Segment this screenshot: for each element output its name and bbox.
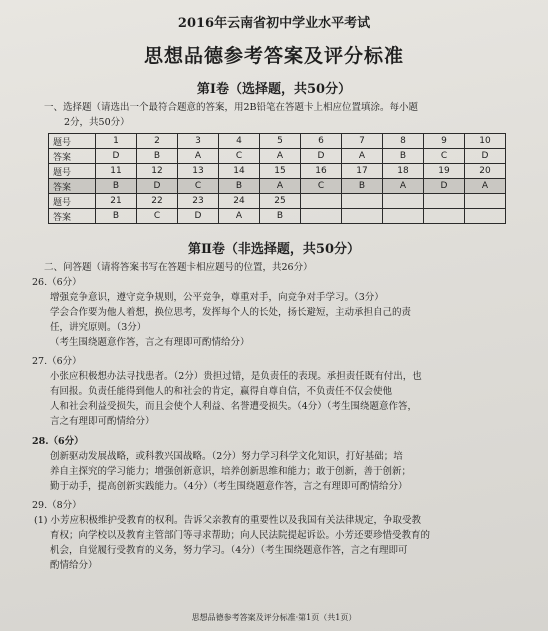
- table-cell: 16: [301, 164, 342, 179]
- table-cell: 8: [383, 134, 424, 149]
- part1-instruction-line2: 2分，共50分）: [64, 117, 130, 128]
- table-cell: A: [383, 179, 424, 194]
- table-cell: 答案: [49, 149, 96, 164]
- table-cell: 11: [96, 164, 137, 179]
- table-cell: 题号: [49, 194, 96, 209]
- table-row: [49, 149, 506, 164]
- table-cell: 22: [137, 194, 178, 209]
- table-cell: 4: [219, 134, 260, 149]
- table-cell: D: [178, 209, 219, 224]
- table-cell: 3: [178, 134, 219, 149]
- table-cell: 6: [301, 134, 342, 149]
- table-cell: 题号: [49, 134, 96, 149]
- table-cell: 1: [96, 134, 137, 149]
- document-title: 思想品德参考答案及评分标准: [143, 45, 404, 67]
- table-cell: B: [137, 149, 178, 164]
- table-row: [49, 179, 506, 194]
- answer-line: 增强竞争意识，遵守竞争规则，公平竞争，尊重对手，向竞争对手学习。（3分）: [50, 292, 384, 303]
- table-cell: [342, 209, 383, 224]
- table-cell: 25: [260, 194, 301, 209]
- table-cell: 12: [137, 164, 178, 179]
- answer-line: 养自主探究的学习能力；增强创新意识，培养创新思维和能力；敢于创新，善于创新；: [50, 466, 412, 477]
- table-cell: A: [342, 149, 383, 164]
- table-cell: 24: [219, 194, 260, 209]
- table-cell: 2: [137, 134, 178, 149]
- page-footer: 思想品德参考答案及评分标准·第1页（共1页）: [191, 613, 357, 622]
- table-cell: 答案: [49, 179, 96, 194]
- table-cell: D: [137, 179, 178, 194]
- question-26-number: 26.（6分）: [32, 277, 82, 288]
- table-cell: B: [219, 179, 260, 194]
- table-cell: 19: [424, 164, 465, 179]
- table-cell: [424, 209, 465, 224]
- answer-line: 创新驱动发展战略，或科教兴国战略。（2分）努力学习科学文化知识，打好基础；培: [50, 451, 403, 462]
- table-cell: 5: [260, 134, 301, 149]
- part2-title: 第Ⅱ卷（非选择题，共50分）: [187, 242, 361, 257]
- table-cell: C: [219, 149, 260, 164]
- table-cell: 14: [219, 164, 260, 179]
- table-cell: C: [424, 149, 465, 164]
- table-row: [49, 134, 506, 149]
- answer-line: 机会，自觉履行受教育的义务，努力学习。（4分）（考生围绕题意作答，言之有理即可: [50, 545, 408, 556]
- table-cell: D: [301, 149, 342, 164]
- table-cell: C: [137, 209, 178, 224]
- table-cell: 20: [465, 164, 506, 179]
- table-cell: [301, 209, 342, 224]
- table-row: [49, 164, 506, 179]
- table-cell: [383, 194, 424, 209]
- table-cell: 题号: [49, 164, 96, 179]
- table-row: [49, 194, 506, 209]
- table-cell: 13: [178, 164, 219, 179]
- answer-table: [48, 133, 506, 224]
- part1-title: 第Ⅰ卷（选择题，共50分）: [196, 82, 352, 97]
- answer-line: 有回报。负责任能得到他人的和社会的肯定，赢得自尊自信，不负责任不仅会使他: [50, 386, 393, 397]
- part1-instruction-line1: 一、选择题（请选出一个最符合题意的答案，用2B铅笔在答题卡上相应位置填涂。每小题: [44, 102, 419, 113]
- table-cell: D: [424, 179, 465, 194]
- table-cell: 15: [260, 164, 301, 179]
- table-cell: A: [260, 149, 301, 164]
- table-cell: 7: [342, 134, 383, 149]
- table-cell: B: [96, 179, 137, 194]
- question-28-number: 28.（6分）: [32, 436, 84, 447]
- table-cell: [424, 194, 465, 209]
- part2-instruction: 二、问答题（请将答案书写在答题卡相应题号的位置，共26分）: [44, 262, 313, 273]
- table-cell: B: [96, 209, 137, 224]
- table-cell: B: [260, 209, 301, 224]
- table-cell: A: [260, 179, 301, 194]
- answer-line: (1) 小芳应积极维护受教育的权利。告诉父亲教育的重要性以及我国有关法律规定，争取受教: [34, 515, 421, 526]
- table-cell: 21: [96, 194, 137, 209]
- table-cell: 18: [383, 164, 424, 179]
- table-cell: C: [301, 179, 342, 194]
- table-cell: [465, 209, 506, 224]
- table-cell: B: [383, 149, 424, 164]
- table-cell: C: [178, 179, 219, 194]
- table-cell: [301, 194, 342, 209]
- answer-line: 小张应积极想办法寻找患者。（2分）贵担过错，是负责任的表现。承担责任既有付出，也: [50, 371, 422, 382]
- table-cell: B: [342, 179, 383, 194]
- table-cell: [383, 209, 424, 224]
- answer-line: 育权；向学校以及教育主管部门等寻求帮助；向人民法院提起诉讼。小芳还要珍惜受教育的: [50, 530, 431, 541]
- answer-line: 学会合作要为他人着想，换位思考，发挥每个人的长处，扬长避短，主动承担自己的责: [50, 307, 412, 318]
- answer-line: 酌情给分）: [50, 560, 98, 571]
- table-cell: D: [465, 149, 506, 164]
- table-cell: A: [219, 209, 260, 224]
- question-29-number: 29.（8分）: [32, 500, 82, 511]
- table-cell: D: [96, 149, 137, 164]
- answer-line: （考生围绕题意作答，言之有理即可酌情给分）: [50, 337, 250, 348]
- table-cell: [342, 194, 383, 209]
- table-cell: 10: [465, 134, 506, 149]
- table-cell: 9: [424, 134, 465, 149]
- answer-line: 人和社会利益受损失，而且会使个人利益、名誉遭受损失。（4分）（考生围绕题意作答，: [50, 401, 418, 412]
- table-row: [49, 209, 506, 224]
- answer-line: 勤于动手，提高创新实践能力。（4分）（考生围绕题意作答，言之有理即可酌情给分）: [50, 481, 408, 492]
- table-cell: 23: [178, 194, 219, 209]
- table-cell: 17: [342, 164, 383, 179]
- answer-line: 言之有理即可酌情给分）: [50, 416, 155, 427]
- table-cell: A: [465, 179, 506, 194]
- table-cell: 答案: [49, 209, 96, 224]
- exam-title: 2016年云南省初中学业水平考试: [177, 16, 371, 31]
- question-27-number: 27.（6分）: [32, 356, 82, 367]
- answer-line: 任，讲究原则。（3分）: [50, 322, 147, 333]
- table-cell: [465, 194, 506, 209]
- table-cell: A: [178, 149, 219, 164]
